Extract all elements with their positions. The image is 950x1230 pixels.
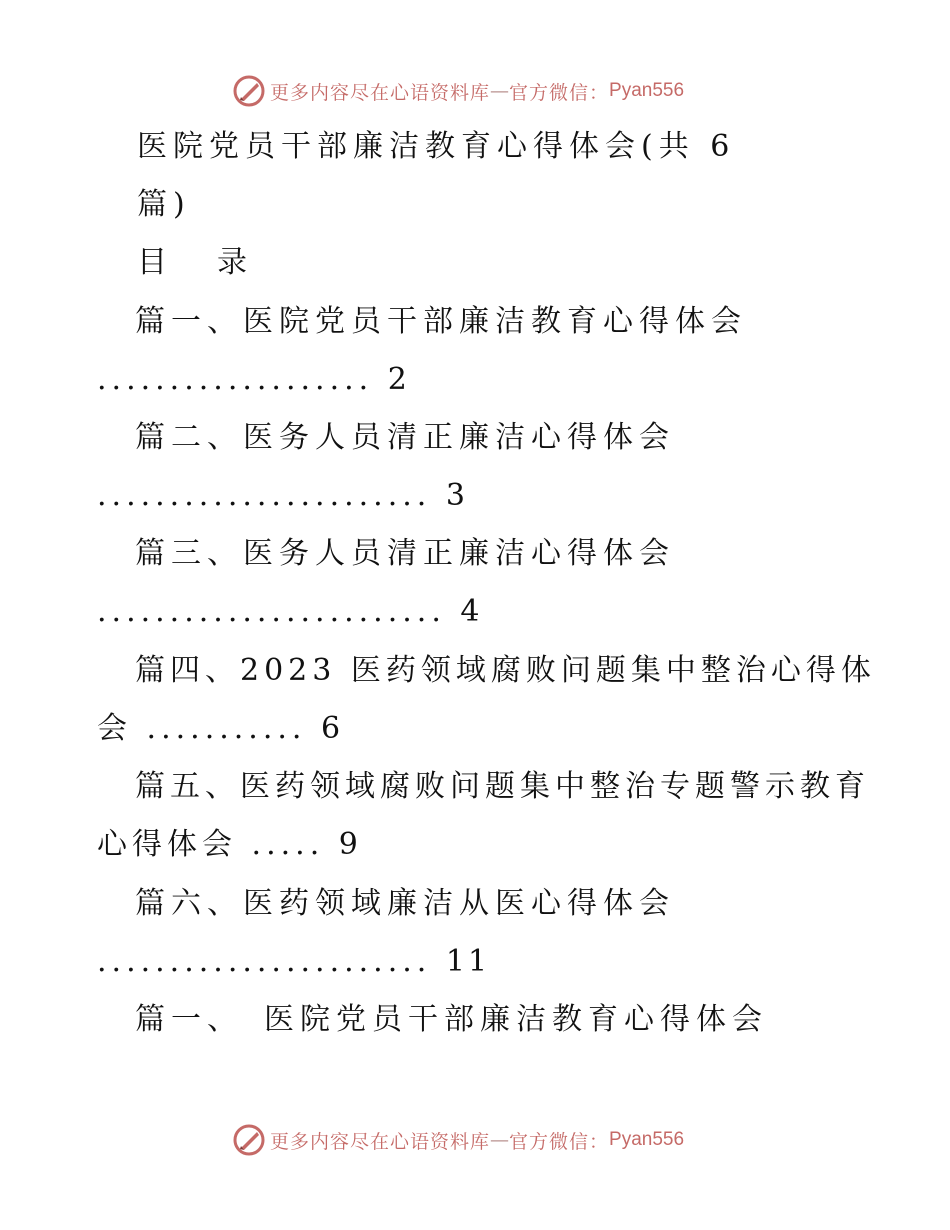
banner-separator: —	[490, 80, 510, 102]
quill-logo-icon	[232, 74, 266, 108]
toc-entry-6-label: 篇六、医药领域廉洁从医心得体会	[135, 886, 675, 921]
toc-entry-6-page: 11	[445, 944, 491, 979]
toc-entry-2-leader: .......................	[97, 478, 432, 513]
toc-entry-1-leader: ...................	[97, 362, 374, 397]
section-heading: 篇一、 医院党员干部廉洁教育心得体会	[135, 1002, 768, 1037]
toc-entry-6-leader-line	[97, 942, 490, 982]
toc-entry-5-page: 9	[338, 827, 361, 862]
banner-wechat-id: Pyan556	[609, 80, 685, 101]
toc-entry-5-leader: .....	[251, 827, 325, 862]
toc-entry-5-cont: 心得体会	[97, 827, 237, 862]
banner-text: 更多内容尽在心语资料库	[270, 1130, 491, 1153]
toc-heading: 目 录	[137, 245, 257, 280]
toc-entry-2-leader-line	[97, 476, 468, 516]
toc-entry-4-cont: 会	[97, 711, 132, 746]
banner-wechat-label: 官方微信：	[509, 1130, 610, 1153]
toc-entry-4-leader-line	[97, 709, 343, 749]
toc-entry-1-page: 2	[387, 362, 410, 397]
toc-entry-3-page: 4	[460, 594, 483, 629]
toc-entry-3-leader: ........................	[97, 594, 446, 629]
footer-watermark-banner	[232, 1120, 684, 1160]
toc-entry-2-page: 3	[445, 478, 468, 513]
toc-entry-4-label: 篇四、2023 医药领域腐败问题集中整治心得体	[135, 653, 876, 688]
toc-entry-6-leader: .......................	[97, 944, 432, 979]
document-title-line-1: 医院党员干部廉洁教育心得体会(共 6	[137, 129, 736, 164]
toc-entry-1-leader-line	[97, 360, 410, 400]
banner-separator: —	[490, 1129, 510, 1151]
banner-wechat-id: Pyan556	[609, 1129, 685, 1150]
toc-entry-3-label: 篇三、医务人员清正廉洁心得体会	[135, 536, 675, 571]
header-watermark-banner	[232, 71, 684, 111]
document-title-line-2: 篇)	[137, 187, 191, 222]
toc-entry-2-label: 篇二、医务人员清正廉洁心得体会	[135, 420, 675, 455]
toc-entry-5-label: 篇五、医药领域腐败问题集中整治专题警示教育	[135, 769, 870, 804]
toc-entry-4-page: 6	[321, 711, 344, 746]
toc-entry-3-leader-line	[97, 592, 483, 632]
toc-entry-5-leader-line	[97, 825, 361, 865]
toc-entry-4-leader: ...........	[146, 711, 307, 746]
toc-entry-1-label: 篇一、医院党员干部廉洁教育心得体会	[135, 304, 747, 339]
banner-text: 更多内容尽在心语资料库	[270, 81, 491, 104]
banner-wechat-label: 官方微信：	[509, 81, 610, 104]
quill-logo-icon	[232, 1123, 266, 1157]
